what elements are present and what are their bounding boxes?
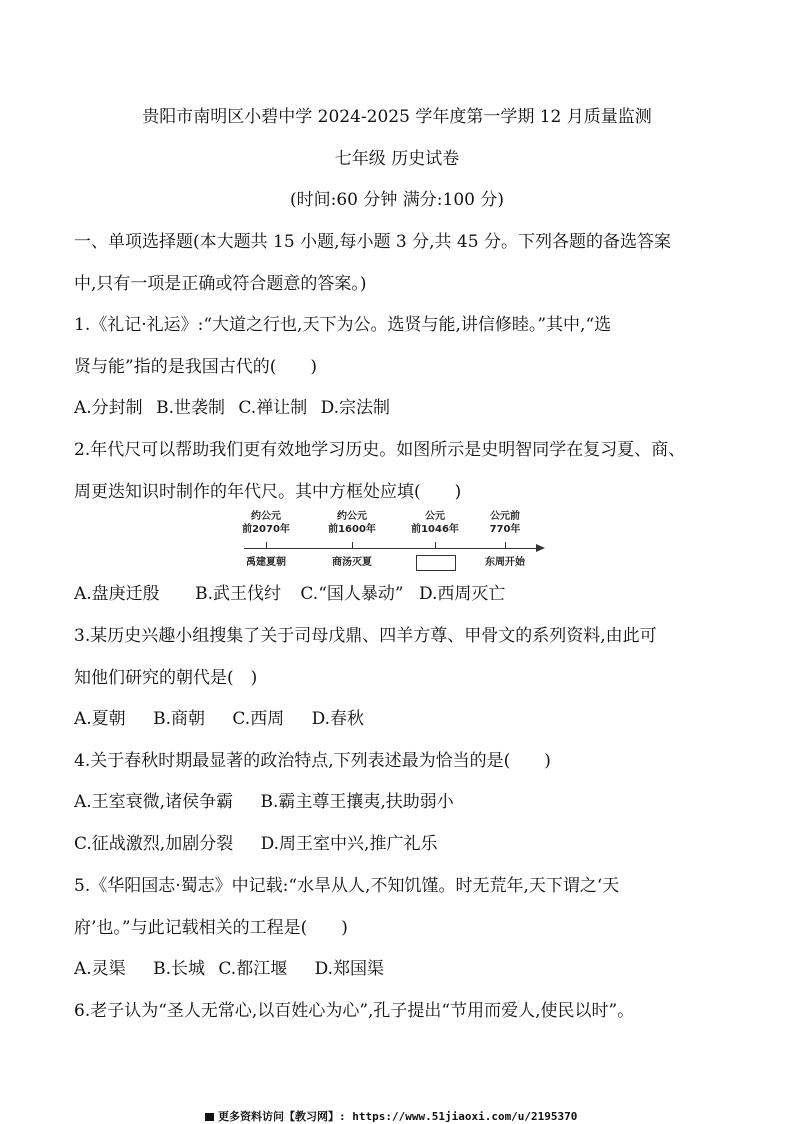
question-4-option-b: B.霸主尊王攘夷,扶助弱小: [260, 792, 454, 812]
question-1-option-b: B.世袭制: [156, 398, 225, 418]
question-1-stem-line-2: 贤与能”指的是我国古代的( ): [74, 357, 317, 377]
question-4-option-d: D.周王室中兴,推广礼乐: [260, 834, 438, 854]
timeline-date-2-top: 约公元: [337, 511, 367, 522]
footer-link[interactable]: [205, 1108, 577, 1124]
footer-text: 更多资料访问【教习网】: https://www.51jiaoxi.com/u/2195370: [218, 1110, 578, 1123]
question-3-stem-line-1: 3.某历史兴趣小组搜集了关于司母戊鼎、四羊方尊、甲骨文的系列资料,由此可: [74, 626, 657, 646]
question-1-option-d: D.宗法制: [320, 398, 391, 418]
timeline-date-1-top: 约公元: [251, 511, 281, 522]
question-1-stem-line-1: 1.《礼记·礼运》:“大道之行也,天下为公。选贤与能,讲信修睦。”其中,“选: [74, 315, 612, 335]
question-1-option-a: A.分封制: [74, 398, 143, 418]
question-5-stem-line-2: 府’也。”与此记载相关的工程是( ): [74, 918, 348, 938]
question-3-option-b: B.商朝: [153, 709, 205, 729]
question-5-option-a: A.灵渠: [74, 959, 126, 979]
exam-title: 贵阳市南明区小碧中学 2024-2025 学年度第一学期 12 月质量监测: [142, 107, 652, 127]
question-4-options-row-2: [74, 833, 453, 855]
timeline-blank-box: [416, 555, 456, 571]
section-instruction-line-1: 一、单项选择题(本大题共 15 小题,每小题 3 分,共 45 分。下列各题的备选答案: [74, 232, 671, 252]
question-5-option-b: B.长城: [153, 959, 205, 979]
timeline-figure: [240, 510, 550, 574]
question-2-option-b: B.武王伐纣: [195, 584, 281, 604]
timeline-axis: [244, 548, 538, 549]
question-3-option-d: D.春秋: [311, 709, 365, 729]
question-4-option-a: A.王室衰微,诸侯争霸: [74, 792, 234, 812]
timeline-date-3-top: 公元: [425, 511, 445, 522]
question-5-options: [74, 958, 400, 980]
timeline-date-4: [465, 510, 545, 536]
timeline-date-3: [395, 510, 475, 536]
question-3-stem-line-2: 知他们研究的朝代是( ): [74, 668, 258, 688]
timeline-event-2: 商汤灭夏: [332, 557, 372, 568]
question-2-options: [74, 583, 521, 605]
question-4-stem: 4.关于春秋时期最显著的政治特点,下列表述最为恰当的是( ): [74, 751, 551, 771]
question-3-options: [74, 708, 380, 730]
timeline-date-1: [226, 510, 306, 536]
question-2-option-a: A.盘庚迁殷: [74, 584, 160, 604]
question-3-option-a: A.夏朝: [74, 709, 126, 729]
question-1-option-c: C.禅让制: [238, 398, 308, 418]
question-2-option-c: C.“国人暴动”: [300, 584, 404, 604]
question-6-stem-line-1: 6.老子认为“圣人无常心,以百姓心为心”,孔子提出“节用而爱人,使民以时”。: [74, 1001, 635, 1021]
question-2-option-d: D.西周灭亡: [419, 584, 506, 604]
question-5-option-d: D.郑国渠: [314, 959, 385, 979]
question-4-option-c: C.征战激烈,加剧分裂: [74, 834, 234, 854]
timeline-date-2: [312, 510, 392, 536]
question-4-options-row-1: [74, 791, 470, 813]
timeline-arrow-icon: [536, 544, 545, 552]
timeline-event-1: 禹建夏朝: [246, 557, 286, 568]
timeline-date-4-top: 公元前: [490, 511, 520, 522]
timeline-date-1-bottom: 前2070年: [242, 524, 290, 535]
question-5-stem-line-1: 5.《华阳国志·蜀志》中记载:“水旱从人,不知饥馑。时无荒年,天下谓之‘天: [74, 876, 620, 896]
question-5-option-c: C.都江堰: [218, 959, 288, 979]
timeline-date-3-bottom: 前1046年: [411, 524, 459, 535]
exam-time-info: (时间:60 分钟 满分:100 分): [289, 190, 504, 210]
flag-icon: [205, 1113, 214, 1121]
question-3-option-c: C.西周: [232, 709, 285, 729]
question-2-stem-line-1: 2.年代尺可以帮助我们更有效地学习历史。如图所示是史明智同学在复习夏、商、: [74, 440, 686, 460]
timeline-date-2-bottom: 前1600年: [328, 524, 376, 535]
timeline-date-4-bottom: 770年: [489, 524, 521, 535]
timeline-event-4: 东周开始: [485, 557, 525, 568]
question-2-stem-line-2: 周更迭知识时制作的年代尺。其中方框处应填( ): [74, 482, 462, 502]
exam-subtitle: 七年级 历史试卷: [334, 149, 460, 169]
section-instruction-line-2: 中,只有一项是正确或符合题意的答案。): [74, 274, 367, 294]
question-1-options: [74, 397, 398, 419]
